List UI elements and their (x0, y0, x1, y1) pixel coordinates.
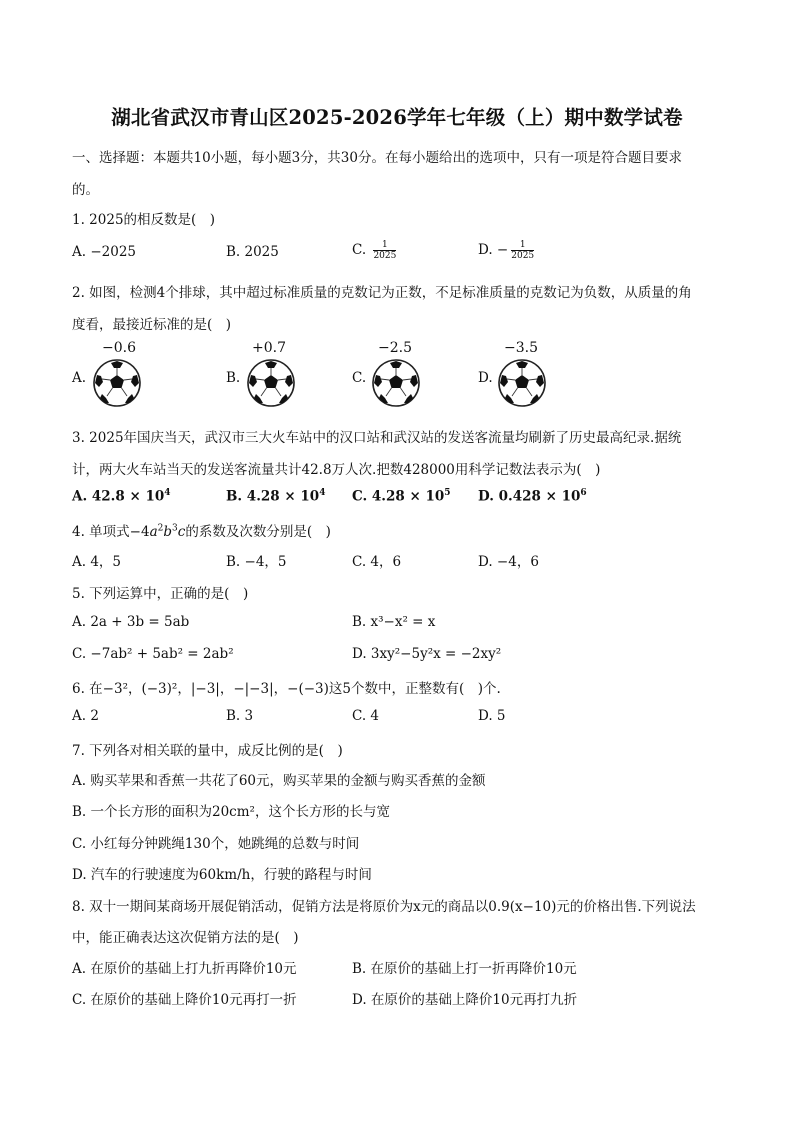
q8-stem-line1: 8. 双十一期间某商场开展促销活动，促销方法是将原价为x元的商品以0.9(x−10)元的价格出售.下列说法 (72, 899, 696, 915)
q8-option-a: A. 在原价的基础上打九折再降价10元 (72, 961, 297, 977)
q5-option-a: A. 2a + 3b = 5ab (72, 614, 190, 630)
q1-option-c: C. $\frac{1}{2025}$ (352, 240, 397, 261)
q1-option-d: D. − $\frac{1}{2025}$ (478, 240, 535, 261)
q5-option-d: D. 3xy²−5y²x = −2xy² (352, 646, 502, 662)
q8-option-c: C. 在原价的基础上降价10元再打一折 (72, 992, 297, 1008)
q2-option-a: A. −0.6 (72, 340, 222, 412)
q8-stem-line2: 中，能正确表达这次促销方法的是( ) (72, 930, 299, 946)
q2-option-c: C. −2.5 (352, 340, 502, 412)
q6-option-c: C. 4 (352, 708, 380, 724)
q8-option-b: B. 在原价的基础上打一折再降价10元 (352, 961, 577, 977)
section-heading-line1: 一、选择题：本题共10小题，每小题3分，共30分。在每小题给出的选项中，只有一项是符合题目要求 (72, 150, 682, 166)
q1-c-fraction: $\frac{1}{2025}$ (373, 240, 397, 261)
q8-option-d: D. 在原价的基础上降价10元再打九折 (352, 992, 578, 1008)
q3-stem-line2: 计，两大火车站当天的发送客流量共计42.8万人次.把数428000用科学记数法表示为( ) (72, 462, 601, 478)
q7-option-d: D. 汽车的行驶速度为60km/h，行驶的路程与时间 (72, 867, 372, 883)
q3-option-c: C. $4.28 \times 10^5$ (352, 488, 451, 505)
q6-option-a: A. 2 (72, 708, 99, 724)
q1-d-fraction: $\frac{1}{2025}$ (511, 240, 535, 261)
q7-option-c: C. 小红每分钟跳绳130个，她跳绳的总数与时间 (72, 836, 360, 852)
page-title: 湖北省武汉市青山区2025-2026学年七年级（上）期中数学试卷 (111, 106, 683, 129)
q3-stem-line1: 3. 2025年国庆当天，武汉市三大火车站中的汉口站和武汉站的发送客流量均刷新了历史最高纪录.据统 (72, 430, 682, 446)
q3-option-d: D. $0.428 \times 10^6$ (478, 488, 587, 505)
q3-option-b: B. $4.28 \times 10^4$ (226, 488, 326, 505)
q5-option-c: C. −7ab² + 5ab² = 2ab² (72, 646, 234, 662)
q1-option-a: A. −2025 (72, 244, 136, 260)
soccer-ball-icon (371, 358, 421, 408)
q2-stem-line1: 2. 如图，检测4个排球，其中超过标准质量的克数记为正数，不足标准质量的克数记为负数，从质量的角 (72, 285, 692, 301)
q1-option-b: B. 2025 (226, 244, 279, 260)
q2-option-d: D. −3.5 (478, 340, 628, 412)
soccer-ball-icon (497, 358, 547, 408)
q6-stem: 6. 在−3²，(−3)²，|−3|，−|−3|，−(−3)这5个数中，正整数有( )个. (72, 681, 501, 697)
q5-stem: 5. 下列运算中，正确的是( ) (72, 586, 249, 602)
q5-option-b: B. x³−x² = x (352, 614, 436, 630)
q1-stem: 1. 2025的相反数是( ) (72, 212, 216, 228)
q3-option-a: A. $42.8 \times 10^4$ (72, 488, 171, 505)
soccer-ball-icon (92, 358, 142, 408)
q2-stem-line2: 度看，最接近标准的是( ) (72, 317, 232, 333)
q4-option-d: D. −4，6 (478, 554, 539, 570)
q7-option-b: B. 一个长方形的面积为20cm²，这个长方形的长与宽 (72, 804, 390, 820)
q6-option-b: B. 3 (226, 708, 254, 724)
q6-option-d: D. 5 (478, 708, 506, 724)
q4-option-c: C. 4，6 (352, 554, 402, 570)
q7-stem: 7. 下列各对相关联的量中，成反比例的是( ) (72, 743, 343, 759)
q4-option-b: B. −4，5 (226, 554, 287, 570)
q4-stem: 4. 单项式$-4a^2b^3c$的系数及次数分别是( ) (72, 523, 331, 540)
q7-option-a: A. 购买苹果和香蕉一共花了60元，购买苹果的金额与购买香蕉的金额 (72, 773, 486, 789)
section-heading-line2: 的。 (72, 182, 99, 198)
q2-option-b: B. +0.7 (226, 340, 376, 412)
q4-option-a: A. 4，5 (72, 554, 122, 570)
soccer-ball-icon (246, 358, 296, 408)
